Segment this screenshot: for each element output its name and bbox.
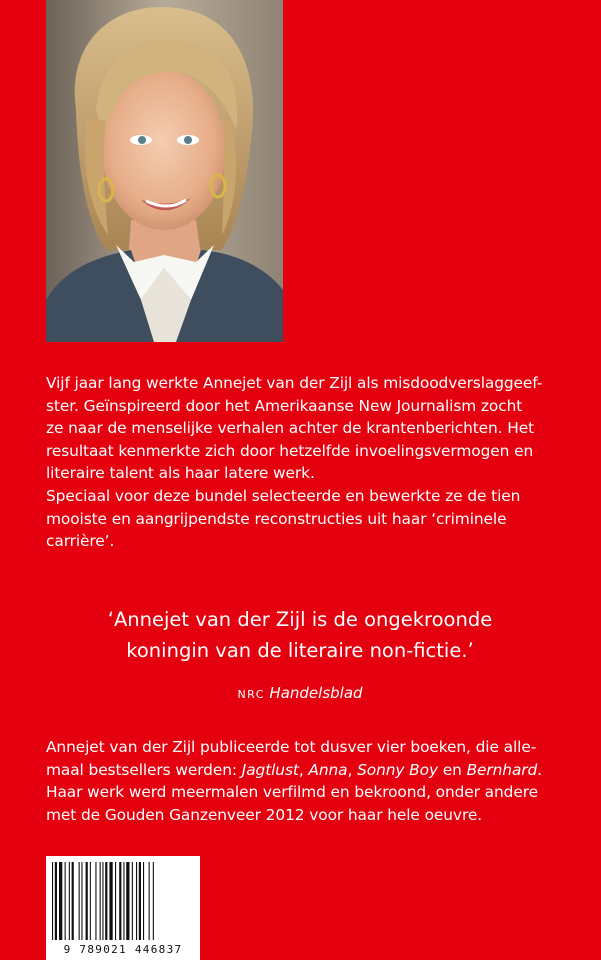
barcode-bar xyxy=(153,862,154,940)
barcode-bar xyxy=(95,862,96,940)
barcode-bar xyxy=(143,862,144,940)
barcode-bar xyxy=(65,862,66,940)
barcode-bar xyxy=(123,862,124,940)
barcode-bar xyxy=(102,862,103,940)
author-text: , xyxy=(347,760,358,779)
bio-line: literaire talent als haar latere werk. xyxy=(46,464,315,483)
attribution-prefix: NRC xyxy=(237,688,265,701)
barcode-bar xyxy=(132,862,133,940)
press-quote xyxy=(46,604,554,666)
author-line: Haar werk werd meermalen verfilmd en bekroond, onder andere xyxy=(46,783,538,802)
book-title: Sonny Boy xyxy=(357,760,438,779)
barcode-bar xyxy=(79,862,80,940)
bio-paragraph xyxy=(46,372,561,553)
barcode-bar xyxy=(136,862,137,940)
book-title: Jagtlust xyxy=(241,760,299,779)
bio-line: carrière’. xyxy=(46,532,115,551)
barcode-bar xyxy=(86,862,88,940)
isbn-barcode xyxy=(46,856,200,960)
author-portrait-image xyxy=(46,0,283,342)
bio-line: ster. Geïnspireerd door het Amerikaanse New Journalism zocht xyxy=(46,396,523,415)
isbn-number: 9 789021 446837 xyxy=(63,943,183,956)
barcode-bar xyxy=(52,862,53,940)
barcode-bar xyxy=(105,862,107,940)
bio-line: Vijf jaar lang werkte Annejet van der Zijl als misdoodverslaggeef- xyxy=(46,374,543,392)
author-text: . xyxy=(537,760,542,779)
barcode-bar xyxy=(115,862,116,940)
barcode-bar xyxy=(126,862,129,940)
author-line xyxy=(46,759,561,782)
bio-line: Speciaal voor deze bundel selecteerde en bewerkte ze de tien xyxy=(46,486,521,505)
barcode-bar xyxy=(109,862,112,940)
barcode-bar xyxy=(90,862,91,940)
author-line: Annejet van der Zijl publiceerde tot dusver vier boeken, die alle- xyxy=(46,738,537,756)
book-title: Anna xyxy=(308,760,348,779)
bio-line: mooiste en aangrijpendste reconstructies uit haar ‘criminele xyxy=(46,509,507,528)
barcode-bar xyxy=(119,862,121,940)
book-title: Bernhard xyxy=(466,760,538,779)
barcode-bar xyxy=(55,862,57,940)
barcode-bar xyxy=(149,862,150,940)
author-text: maal bestsellers werden: xyxy=(46,760,242,779)
quote-line: ‘Annejet van der Zijl is de ongekroonde xyxy=(107,608,493,631)
author-photo xyxy=(46,0,283,342)
author-text: en xyxy=(437,760,467,779)
bio-line: ze naar de menselijke verhalen achter de krantenberichten. Het xyxy=(46,419,535,438)
quote-attribution xyxy=(46,684,554,702)
bio-line: resultaat kenmerkte zich door hetzelfde invoelingsvermogen en xyxy=(46,441,534,460)
author-line: met de Gouden Ganzenveer 2012 voor haar hele oeuvre. xyxy=(46,805,482,824)
quote-line: koningin van de literaire non-fictie.’ xyxy=(126,639,474,662)
author-paragraph xyxy=(46,736,561,826)
barcode-bar xyxy=(72,862,74,940)
barcode-bar xyxy=(139,862,141,940)
barcode-bar xyxy=(81,862,82,940)
author-text: , xyxy=(298,760,309,779)
barcode-bar xyxy=(69,862,70,940)
barcode-bar xyxy=(100,862,101,940)
barcode-bars xyxy=(50,862,196,940)
barcode-bar xyxy=(59,862,62,940)
attribution-newspaper: Handelsblad xyxy=(269,684,363,702)
